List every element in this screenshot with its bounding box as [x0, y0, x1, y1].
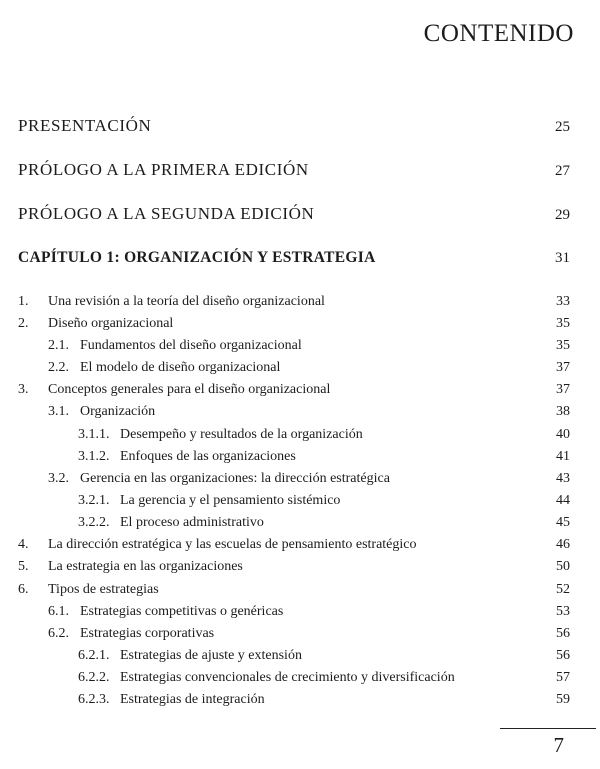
- toc-major-page: 27: [555, 163, 570, 179]
- toc-major-presentation[interactable]: [18, 116, 570, 140]
- toc-chapter-1[interactable]: [18, 249, 570, 273]
- toc-entry-number: 2.1.: [48, 338, 69, 353]
- toc-entry-page: 45: [556, 515, 570, 530]
- toc-entry-title: La dirección estratégica y las escuelas de pensamiento estratégico: [48, 537, 417, 552]
- toc-entry-page: 33: [556, 294, 570, 309]
- toc-major-page: 31: [555, 250, 570, 266]
- toc-entry-4[interactable]: [18, 537, 570, 557]
- toc-entry-number: 6.2.1.: [78, 648, 110, 663]
- toc-entry-title: El modelo de diseño organizacional: [80, 360, 281, 375]
- toc-entry-page: 38: [556, 404, 570, 419]
- toc-entry-title: La estrategia en las organizaciones: [48, 559, 243, 574]
- toc-entry-title: Organización: [80, 404, 156, 419]
- toc-entry-page: 35: [556, 316, 570, 331]
- toc-entry-number: 6.1.: [48, 604, 69, 619]
- toc-entry-number: 3.1.1.: [78, 427, 110, 442]
- toc-entry-number: 3.: [18, 382, 29, 397]
- toc-entry-number: 6.2.: [48, 626, 69, 641]
- toc-entry-number: 3.2.2.: [78, 515, 110, 530]
- toc-entry-number: 3.1.: [48, 404, 69, 419]
- toc-entry-3-2-2[interactable]: [78, 515, 570, 535]
- toc-entry-page: 37: [556, 382, 570, 397]
- toc-entry-page: 57: [556, 670, 570, 685]
- toc-entry-title: Estrategias convencionales de crecimiento y diversificación: [120, 670, 455, 685]
- page-title: CONTENIDO: [423, 20, 574, 47]
- toc-entry-title: Fundamentos del diseño organizacional: [80, 338, 302, 353]
- toc-entry-number: 3.1.2.: [78, 449, 110, 464]
- toc-entry-number: 6.: [18, 582, 29, 597]
- toc-major-prologue-first[interactable]: [18, 160, 570, 184]
- toc-entry-title: Estrategias corporativas: [80, 626, 215, 641]
- footer-divider: [500, 728, 596, 729]
- toc-entry-3-2-1[interactable]: [78, 493, 570, 513]
- toc-entry-title: Diseño organizacional: [48, 316, 174, 331]
- toc-entry-title: El proceso administrativo: [120, 515, 264, 530]
- toc-entry-page: 44: [556, 493, 570, 508]
- toc-major-page: 25: [555, 119, 570, 135]
- toc-entry-page: 40: [556, 427, 570, 442]
- toc-entry-6-2-3[interactable]: [78, 692, 570, 712]
- toc-entry-title: Desempeño y resultados de la organización: [120, 427, 363, 442]
- toc-entry-number: 6.2.3.: [78, 692, 110, 707]
- toc-entry-number: 3.2.: [48, 471, 69, 486]
- toc-entry-page: 37: [556, 360, 570, 375]
- toc-entry-page: 46: [556, 537, 570, 552]
- toc-entry-6-2-2[interactable]: [78, 670, 570, 690]
- toc-entry-3-1-2[interactable]: [78, 449, 570, 469]
- toc-entry-title: Estrategias competitivas o genéricas: [80, 604, 284, 619]
- toc-entry-title: Estrategias de integración: [120, 692, 265, 707]
- toc-major-page: 29: [555, 207, 570, 223]
- toc-entry-title: Conceptos generales para el diseño organizacional: [48, 382, 331, 397]
- toc-entry-page: 41: [556, 449, 570, 464]
- toc-entry-page: 56: [556, 648, 570, 663]
- toc-entry-1[interactable]: [18, 294, 570, 314]
- toc-entry-3-1[interactable]: [48, 404, 570, 424]
- page-number: 7: [553, 733, 564, 757]
- toc-entry-title: Una revisión a la teoría del diseño organizacional: [48, 294, 325, 309]
- toc-entry-title: Estrategias de ajuste y extensión: [120, 648, 302, 663]
- toc-entry-page: 50: [556, 559, 570, 574]
- toc-entry-title: La gerencia y el pensamiento sistémico: [120, 493, 341, 508]
- toc-major-label: PRÓLOGO A LA SEGUNDA EDICIÓN: [18, 204, 315, 223]
- toc-entry-title: Tipos de estrategias: [48, 582, 159, 597]
- toc-entry-3[interactable]: [18, 382, 570, 402]
- toc-entry-2-1[interactable]: [48, 338, 570, 358]
- toc-entry-number: 6.2.2.: [78, 670, 110, 685]
- toc-entry-title: Enfoques de las organizaciones: [120, 449, 296, 464]
- toc-entry-page: 35: [556, 338, 570, 353]
- toc-entry-page: 53: [556, 604, 570, 619]
- toc-entry-number: 2.2.: [48, 360, 69, 375]
- toc-entry-6-2[interactable]: [48, 626, 570, 646]
- toc-entry-number: 3.2.1.: [78, 493, 110, 508]
- toc-entry-page: 56: [556, 626, 570, 641]
- toc-entry-3-2[interactable]: [48, 471, 570, 491]
- toc-entry-2-2[interactable]: [48, 360, 570, 380]
- toc-entry-page: 43: [556, 471, 570, 486]
- toc-entry-5[interactable]: [18, 559, 570, 579]
- toc-entry-6-2-1[interactable]: [78, 648, 570, 668]
- toc-entry-title: Gerencia en las organizaciones: la dirección estratégica: [80, 471, 390, 486]
- toc-entry-2[interactable]: [18, 316, 570, 336]
- toc-entry-6[interactable]: [18, 582, 570, 602]
- toc-entry-number: 2.: [18, 316, 29, 331]
- toc-entry-number: 1.: [18, 294, 29, 309]
- toc-entry-number: 5.: [18, 559, 29, 574]
- toc-major-label: PRÓLOGO A LA PRIMERA EDICIÓN: [18, 160, 309, 179]
- toc-entry-6-1[interactable]: [48, 604, 570, 624]
- toc-entry-3-1-1[interactable]: [78, 427, 570, 447]
- toc-major-label: PRESENTACIÓN: [18, 116, 152, 135]
- toc-major-prologue-second[interactable]: [18, 204, 570, 228]
- toc-entry-page: 59: [556, 692, 570, 707]
- toc-entry-page: 52: [556, 582, 570, 597]
- toc-major-label: CAPÍTULO 1: ORGANIZACIÓN Y ESTRATEGIA: [18, 249, 376, 266]
- toc-entry-number: 4.: [18, 537, 29, 552]
